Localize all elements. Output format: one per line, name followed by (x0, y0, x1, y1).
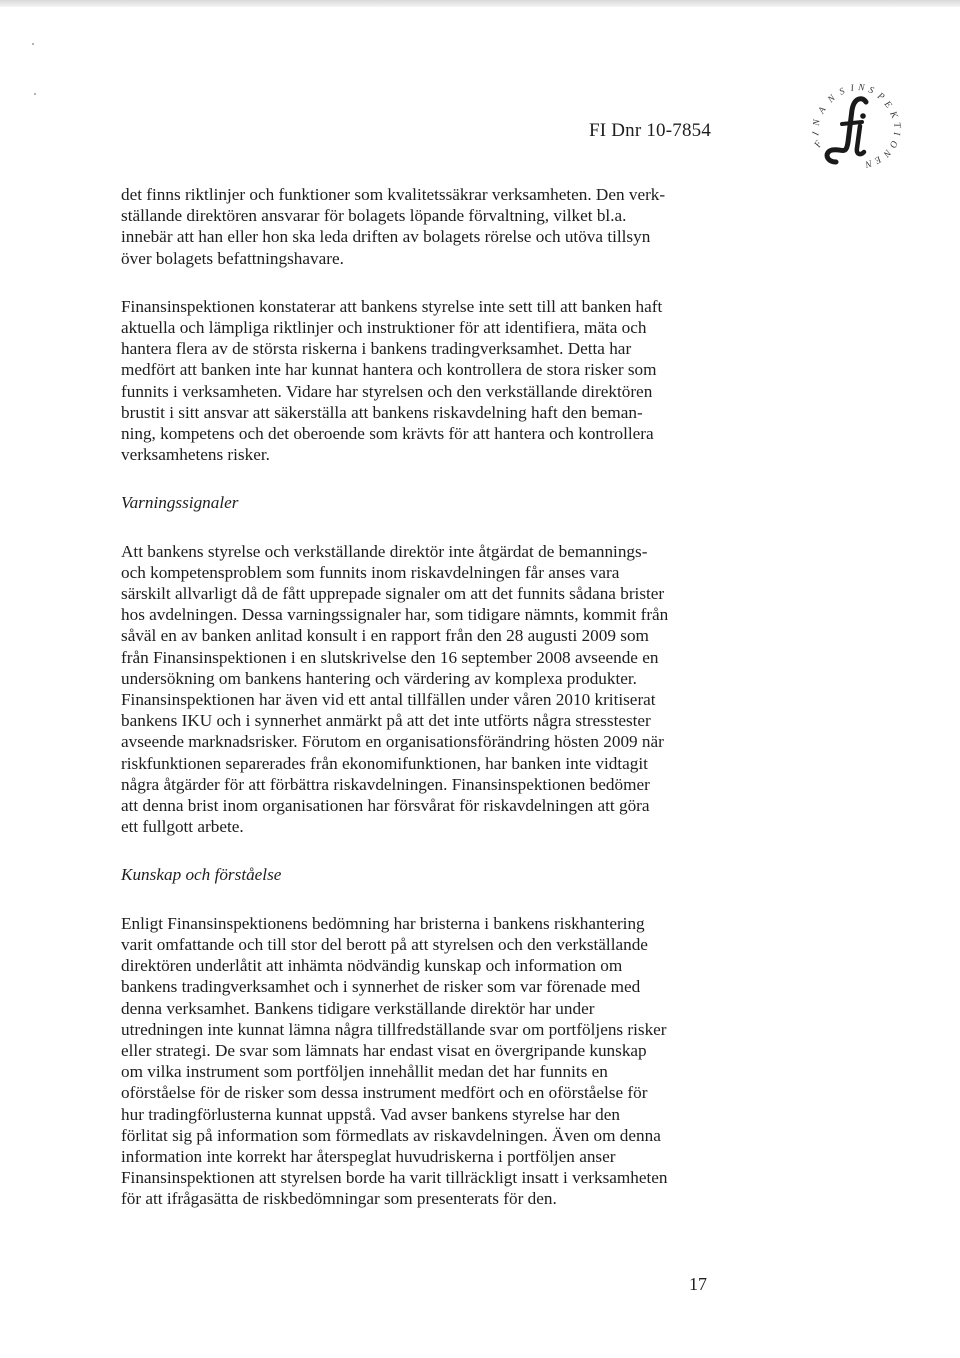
paragraph-board-conclusion (121, 296, 721, 466)
svg-text:S: S (838, 86, 847, 98)
text-line: såväl en av banken anlitad konsult i en rapport från den 28 augusti 2009 som (121, 626, 649, 646)
scan-speck (32, 43, 34, 45)
text-line: eller strategi. De svar som lämnats har endast visat en övergripande kunskap (121, 1040, 647, 1060)
svg-text:E: E (881, 99, 894, 111)
paragraph-warning-signals (121, 541, 721, 838)
svg-text:S: S (866, 85, 875, 97)
text-line: några åtgärder för att förbättra riskavdelningen. Finansinspektionen bedömer (121, 774, 650, 794)
text-line: ning, kompetens och det oberoende som krävts för att hantera och kontrollera (121, 424, 654, 444)
text-line: avseende marknadsrisker. Förutom en organisationsförändring hösten 2009 när (121, 732, 664, 752)
text-line: om vilka instrument som portföljen innehållit medan det har funnits en (121, 1062, 608, 1082)
svg-text:P: P (875, 91, 886, 103)
svg-text:N: N (812, 119, 823, 127)
text-line: ett fullgott arbete. (121, 817, 244, 837)
scan-speck (34, 93, 36, 95)
text-line: över bolagets befattningshavare. (121, 248, 344, 268)
scan-top-edge (0, 0, 960, 7)
svg-text:N: N (864, 157, 873, 169)
svg-text:E: E (872, 153, 883, 165)
section-heading-varningssignaler: Varningssignaler (121, 493, 239, 513)
text-line: hur tradingförlusterna kunnat uppstå. Vad avser bankens styrelse har den (121, 1104, 620, 1124)
paragraph-directors-duties (121, 184, 721, 269)
text-line: och kompetensproblem som funnits inom riskavdelningen får anses vara (121, 562, 620, 582)
svg-text:A: A (816, 105, 829, 116)
text-line: att denna brist inom organisationen har försvårat för riskavdelningen att göra (121, 796, 650, 816)
text-line: verksamhetens risker. (121, 445, 270, 465)
svg-text:F: F (813, 139, 825, 150)
text-line: Enligt Finansinspektionens bedömning har bristerna i bankens riskhantering (121, 913, 645, 933)
text-line: Finansinspektionen konstaterar att bankens styrelse inte sett till att banken haft (121, 296, 663, 316)
text-line: ställande direktören ansvarar för bolagets löpande förvaltning, vilket bl.a. (121, 206, 627, 226)
svg-text:T: T (891, 121, 902, 129)
paragraph-knowledge-understanding (121, 913, 721, 1210)
text-line: Finansinspektionen att styrelsen borde ha varit tillräckligt insatt i verksamheten (121, 1168, 668, 1188)
text-line: brustit i sitt ansvar att säkerställa att bankens riskavdelning haft den beman- (121, 402, 643, 422)
text-line: förlitat sig på information som förmedlats av riskavdelningen. Även om denna (121, 1125, 661, 1145)
text-line: utredningen inte kunnat lämna några tillfredställande svar om portföljens risker (121, 1019, 667, 1039)
text-line: riskfunktionen separerades från ekonomifunktionen, har banken inte vidtagit (121, 753, 648, 773)
text-line: för att ifrågasätta de riskbedömningar som presenterats för den. (121, 1189, 557, 1209)
page-number: 17 (689, 1274, 707, 1294)
finansinspektionen-logo-icon (796, 70, 906, 170)
svg-text:I: I (890, 131, 901, 136)
svg-text:N: N (826, 93, 838, 106)
document-body (121, 184, 721, 1210)
text-line: Finansinspektionen har även vid ett antal tillfällen under våren 2010 kritiserat (121, 690, 656, 710)
svg-text:K: K (887, 110, 900, 121)
text-line: aktuella och lämpliga riktlinjer och instruktioner för att identifiera, mäta och (121, 318, 647, 338)
section-heading-kunskap-och-forstaelse: Kunskap och förståelse (121, 865, 282, 885)
text-line: undersökning om bankens hantering och värdering av komplexa produkter. (121, 668, 637, 688)
text-line: varit omfattande och till stor del berott på att styrelsen och den verkställande (121, 934, 648, 954)
text-line: bankens IKU och i synnerhet anmärkt på att det inte utförts några stresstester (121, 711, 651, 731)
text-line: information inte korrekt har återspeglat huvudriskerna i portföljen anser (121, 1146, 616, 1166)
text-line: innebär att han eller hon ska leda driften av bolagets rörelse och utöva tillsyn (121, 227, 651, 247)
text-line: denna verksamhet. Bankens tidigare verkställande direktör har under (121, 998, 595, 1018)
text-line: hantera flera av de största riskerna i bankens tradingverksamhet. Detta har (121, 339, 632, 359)
text-line: det finns riktlinjer och funktioner som kvalitetssäkrar verksamheten. Den verk- (121, 185, 666, 204)
text-line: Att bankens styrelse och verkställande direktör inte åtgärdat de bemannings- (121, 541, 648, 561)
svg-text:I: I (850, 83, 855, 94)
svg-text:N: N (880, 147, 893, 159)
document-reference: FI Dnr 10-7854 (589, 120, 712, 141)
text-line: direktören underlåtit att inhämta nödvändig kunskap och information om (121, 956, 623, 976)
text-line: bankens tradingverksamhet och i synnerhet de risker som var förenade med (121, 977, 641, 997)
svg-text:N: N (857, 83, 865, 94)
text-line: medfört att banken inte har kunnat hantera och kontrollera de stora risker som (121, 360, 657, 380)
svg-text:O: O (886, 138, 899, 149)
text-line: oförståelse för de risker som dessa instrument medfört och en oförståelse för (121, 1083, 648, 1103)
text-line: särskilt allvarligt då de fått upprepade signaler om att det funnits sådana brister (121, 584, 665, 604)
text-line: hos avdelningen. Dessa varningssignaler har, som tidigare nämnts, kommit från (121, 605, 669, 625)
svg-text:I: I (811, 131, 822, 137)
text-line: funnits i verksamheten. Vidare har styrelsen och den verkställande direktören (121, 381, 653, 401)
text-line: från Finansinspektionen i en slutskrivelse den 16 september 2008 avseende en (121, 647, 659, 667)
